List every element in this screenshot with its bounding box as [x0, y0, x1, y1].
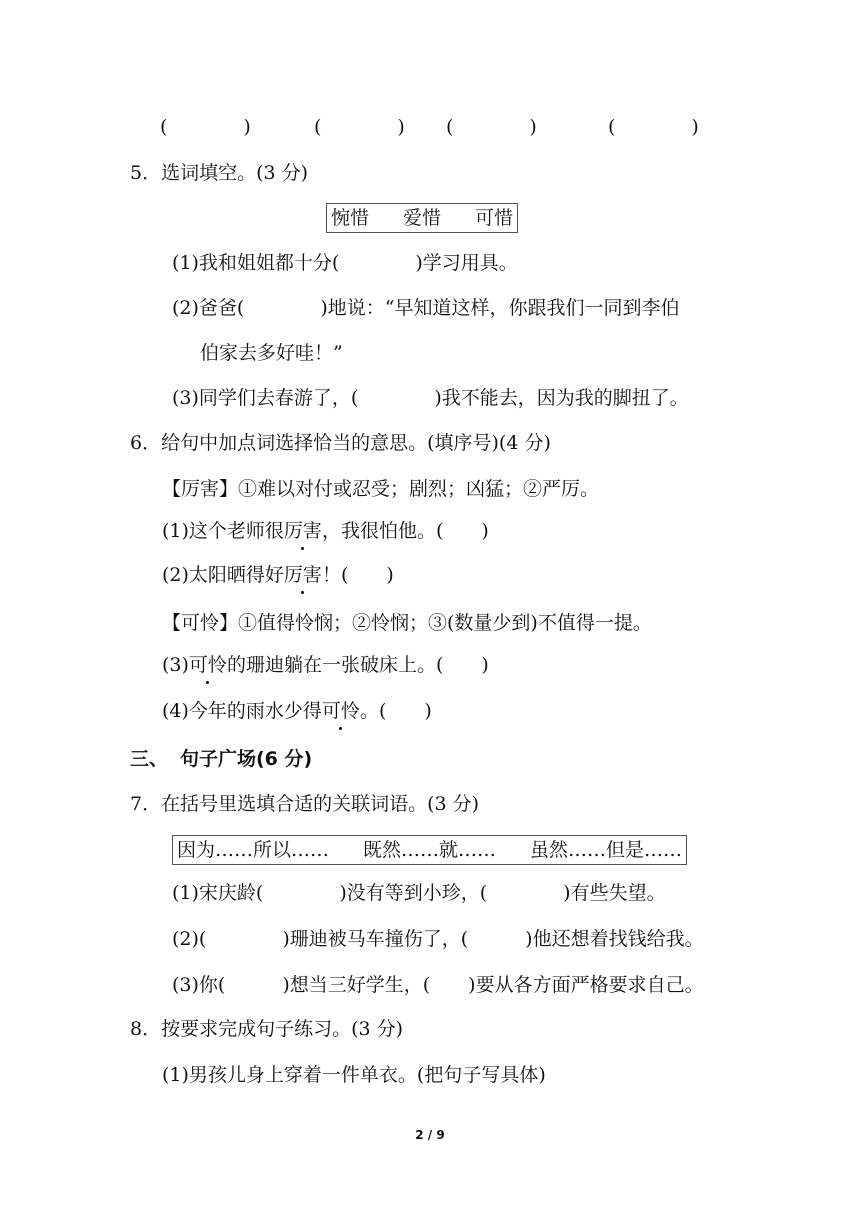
- q7-word-box: [172, 835, 687, 865]
- word-option: 因为……所以……: [177, 839, 330, 861]
- q5-item-2-cont: 伯家去多好哇！”: [200, 342, 343, 364]
- section-title: 句子广场(6 分): [180, 748, 313, 770]
- word-option: 可惜: [475, 207, 514, 229]
- q8-title: 8．按要求完成句子练习。(3 分): [130, 1018, 404, 1040]
- q5-item-1: (1)我和姐姐都十分( )学习用具。: [172, 252, 518, 274]
- section-number: 三、: [130, 748, 169, 770]
- blank-3: ( ): [446, 116, 537, 138]
- q6-item-4: (4)今年的雨水少得可怜。( ): [162, 700, 432, 722]
- q5-title: 5．选词填空。(3 分): [130, 162, 309, 184]
- dotted-word: 可怜: [321, 700, 360, 722]
- q5-item-2: (2)爸爸( )地说：“早知道这样，你跟我们一同到李伯: [172, 297, 680, 319]
- dotted-word: 厉害: [283, 520, 322, 542]
- q6-definition-2: 【可怜】①值得怜悯；②怜悯；③(数量少到)不值得一提。: [162, 612, 652, 634]
- word-option: 爱惜: [403, 207, 442, 229]
- dotted-word: 厉害: [283, 564, 322, 586]
- q6-item-1: (1)这个老师很厉害，我很怕他。( ): [162, 520, 489, 542]
- q7-title: 7．在括号里选填合适的关联词语。(3 分): [130, 793, 480, 815]
- blank-2: ( ): [314, 116, 405, 138]
- q6-title: 6．给句中加点词选择恰当的意思。(填序号)(4 分): [130, 432, 551, 454]
- q5-item-3: (3)同学们去春游了，( )我不能去，因为我的脚扭了。: [172, 387, 689, 409]
- page-number: 2 / 9: [415, 1128, 445, 1142]
- word-option: 既然……就……: [363, 839, 497, 861]
- word-option: 惋惜: [331, 207, 370, 229]
- q6-item-3: (3)可怜的珊迪躺在一张破床上。( ): [162, 654, 489, 676]
- dotted-word: 可怜: [188, 654, 227, 676]
- q7-item-3: (3)你( )想当三好学生，( )要从各方面严格要求自己。: [172, 974, 704, 996]
- q6-definition-1: 【厉害】①难以对付或忍受；剧烈；凶猛；②严厉。: [162, 478, 600, 500]
- word-option: 虽然……但是……: [530, 839, 683, 861]
- blank-4: ( ): [608, 116, 699, 138]
- q8-item-1: (1)男孩儿身上穿着一件单衣。(把句子写具体): [162, 1064, 546, 1086]
- blank-1: ( ): [160, 116, 251, 138]
- q5-word-box: [326, 203, 518, 233]
- q7-item-1: (1)宋庆龄( )没有等到小珍，( )有些失望。: [172, 882, 666, 904]
- q7-item-2: (2)( )珊迪被马车撞伤了，( )他还想着找钱给我。: [172, 928, 704, 950]
- q6-item-2: (2)太阳晒得好厉害！( ): [162, 564, 394, 586]
